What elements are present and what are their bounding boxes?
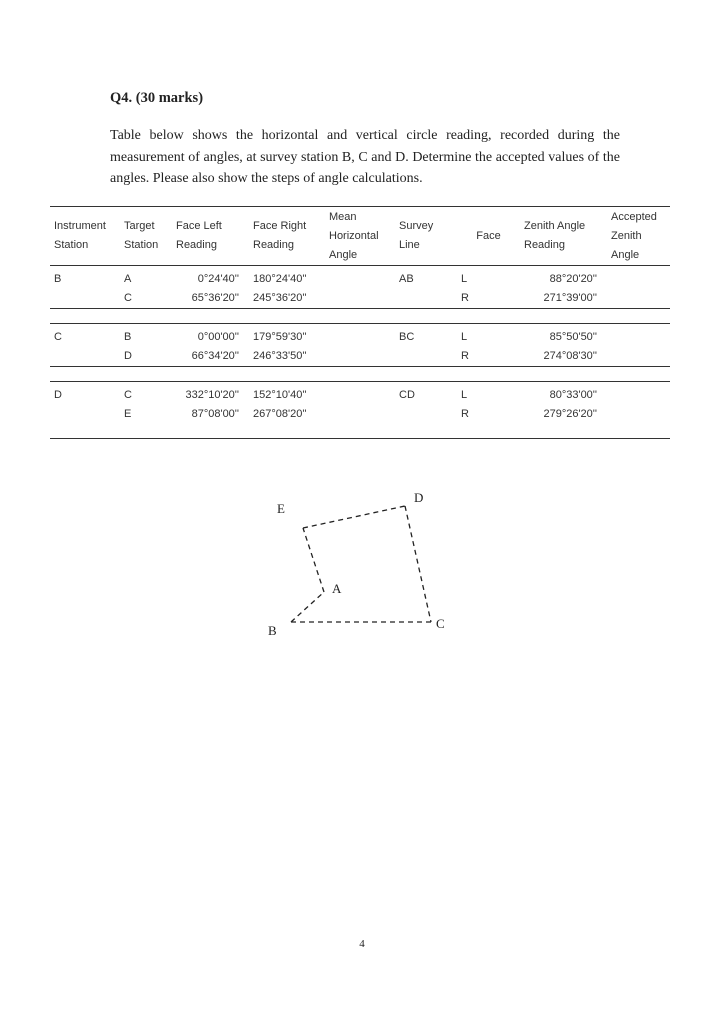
face-left-cell: 0°24'40'' [197, 273, 239, 285]
header-face: Face [476, 229, 501, 242]
line-e-d [303, 506, 405, 528]
zenith-reading-cell: 279°26'20'' [543, 408, 597, 420]
readings-table [50, 206, 670, 439]
target-station-cell: D [124, 350, 132, 362]
table-row [50, 324, 670, 348]
table-row [50, 382, 670, 406]
face-right-cell: 152°10'40'' [253, 389, 307, 401]
survey-line-cell: CD [399, 389, 415, 401]
face-cell: L [461, 273, 468, 285]
header-instrument-station: Instrument Station [54, 220, 106, 251]
point-label-e: E [277, 501, 285, 516]
instrument-station-cell: C [54, 331, 62, 343]
header-face-left: Face Left Reading [176, 220, 222, 251]
point-label-a: A [332, 581, 342, 596]
header-survey-line: Survey Line [399, 220, 434, 251]
question-title: Q4. (30 marks) [110, 90, 204, 106]
face-right-cell: 245°36'20'' [253, 292, 307, 304]
instrument-station-cell: B [54, 273, 62, 285]
header-accepted-zenith: Accepted Zenith Angle [611, 210, 657, 261]
face-left-cell: 66°34'20'' [191, 350, 239, 362]
zenith-reading-cell: 271°39'00'' [543, 292, 597, 304]
point-label-c: C [436, 616, 445, 631]
target-station-cell: C [124, 389, 132, 401]
page-number: 4 [359, 938, 365, 950]
face-right-cell: 179°59'30'' [253, 331, 307, 343]
face-left-cell: 0°00'00'' [197, 331, 239, 343]
face-left-cell: 87°08'00'' [191, 408, 239, 420]
zenith-reading-cell: 80°33'00'' [549, 389, 597, 401]
header-target-station: Target Station [124, 220, 159, 251]
table-spacer-row [50, 424, 670, 439]
target-station-cell: E [124, 408, 132, 420]
face-cell: R [461, 292, 469, 304]
header-zenith-reading: Zenith Angle Reading [524, 220, 586, 251]
instrument-station-cell: D [54, 389, 62, 401]
table-header-row [50, 207, 670, 266]
line-d-c [405, 506, 431, 622]
traverse-diagram [250, 480, 470, 650]
mean-horizontal-cell [325, 266, 395, 290]
target-station-cell: B [124, 331, 132, 343]
table-row [50, 405, 670, 424]
line-b-a [291, 592, 324, 622]
point-label-b: B [268, 623, 277, 638]
table-spacer-row [50, 309, 670, 324]
face-right-cell: 246°33'50'' [253, 350, 307, 362]
face-right-cell: 180°24'40'' [253, 273, 307, 285]
table-row [50, 289, 670, 309]
accepted-zenith-cell [607, 266, 670, 290]
line-a-e [303, 528, 324, 592]
question-text: Table below shows the horizontal and vertical circle reading, recorded during the measurement of angles, at survey station B, C and D. Determine the accepted values of the angles. Please also show the steps of angle calculations. [110, 128, 620, 186]
table-row [50, 347, 670, 367]
table-row [50, 266, 670, 290]
face-right-cell: 267°08'20'' [253, 408, 307, 420]
face-cell: R [461, 408, 469, 420]
zenith-reading-cell: 274°08'30'' [543, 350, 597, 362]
readings-table-container [50, 206, 670, 439]
face-cell: R [461, 350, 469, 362]
survey-line-cell: AB [399, 273, 414, 285]
target-station-cell: A [124, 273, 132, 285]
survey-line-cell: BC [399, 331, 415, 343]
point-label-d: D [414, 490, 424, 505]
table-spacer-row [50, 367, 670, 382]
zenith-reading-cell: 88°20'20'' [549, 273, 597, 285]
face-cell: L [461, 331, 468, 343]
header-face-right: Face Right Reading [253, 220, 307, 251]
zenith-reading-cell: 85°50'50'' [549, 331, 597, 343]
target-station-cell: C [124, 292, 132, 304]
header-mean-horizontal: Mean Horizontal Angle [329, 210, 379, 261]
face-left-cell: 65°36'20'' [191, 292, 239, 304]
face-left-cell: 332°10'20'' [185, 389, 239, 401]
face-cell: L [461, 389, 468, 401]
